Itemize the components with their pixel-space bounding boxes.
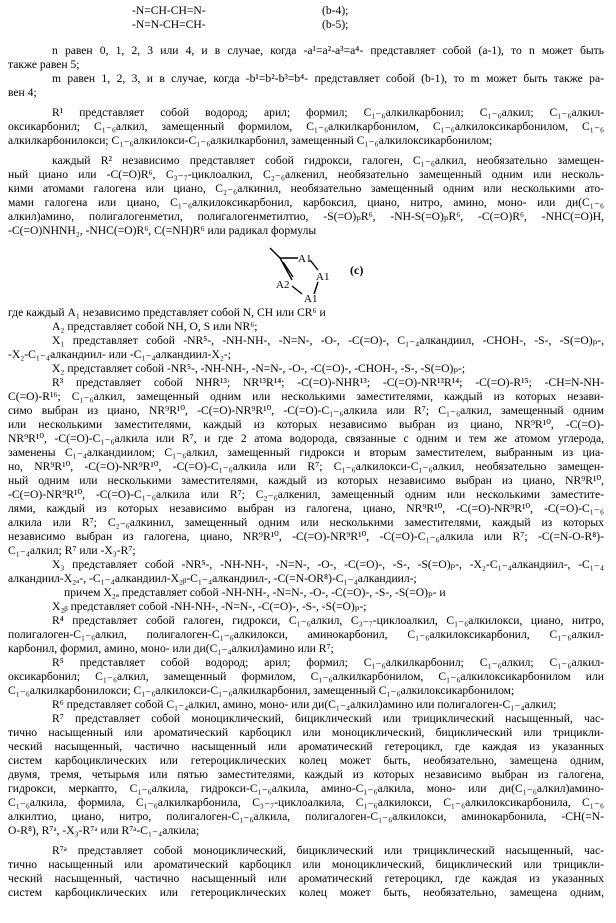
text-line: полигалоген-C₁₋₆алкил, полигалоген-C₁₋₆алкилокси, аминокарбонил, C₁₋₆алкилоксикарбонил, C₁₋₆алкил-: [8, 628, 604, 641]
text-line: алкил)амино, полигалогенметил, полигалогенметилтио, -S(=O)ₚR⁶, -NH-S(=O)ₚR⁶, -C(=O)R⁶, -NHC(=O)H,: [8, 210, 604, 223]
text-line: -C(=O)-NR⁹R¹⁰, -C(=O)-C₁₋₆алкила или R⁷; C₂₋₆алкенил, замещенный одним или несколькими заместите-: [8, 488, 604, 501]
text-line: где каждый A₁ независимо представляет собой N, CH или CR⁶ и: [8, 306, 326, 319]
text-line: m равен 1, 2, 3, и в случае, когда -b¹=b²-b³=b⁴- представляет собой (b-1), то m может быть также ра-: [52, 72, 604, 85]
text-line: заменены C₁₋₄алкандиилом; C₁₋₆алкил, замещенный гидрокси и вторым заместителем, выбранным из циа-: [8, 446, 604, 459]
formula-b5-tag: (b-5);: [322, 18, 349, 31]
formula-c-label: (c): [350, 263, 364, 277]
formula-b5: -N=N-CH=CH-: [132, 18, 206, 31]
text-line: R⁶ представляет собой C₁₋₄алкил, амино, моно- или ди(C₁₋₄алкил)амино или полигалоген-C₁₋₄алкил;: [52, 698, 557, 711]
text-line: симо выбран из циано, NR⁹R¹⁰, -C(=O)-NR⁹R¹⁰, -C(=O)-C₁₋₆алкила или R⁷; C₁₋₆алкил, замещенный одним: [8, 404, 604, 417]
text-line: причем X₂ₐ представляет собой -NH-NH-, -N=N-, -O-, -C(=O)-, -S-, -S(=O)ₚ- и: [64, 586, 446, 599]
text-line: C₁₋₄алкил; R⁷ или -X₃-R⁷;: [8, 544, 136, 557]
text-line: A₂ представляет собой NH, O, S или NR⁶;: [52, 320, 258, 333]
formula-b4: -N=CH-CH=N-: [132, 4, 206, 17]
ring-atom-a1-right: A1: [316, 271, 330, 283]
text-line: C₁₋₆алкилкарбонилокси; C₁₋₆алкилокси-C₁₋₆алкилкарбонил, замещенный C₁₋₆алкилоксикарбонилом;: [8, 684, 515, 697]
ring-atom-a1-top: A1: [298, 253, 312, 265]
text-line: X₃ представляет собой -NR⁵-, -NH-NH-, -N=N-, -O-, -C(=O)-, -S-, -S(=O)ₚ-, -X₂-C₁₋₄алкандиил-, -C₁₋₄: [52, 558, 604, 571]
radical-formula-c: [262, 244, 372, 308]
text-line: C₁₋₆алкила, формила, C₁₋₆алкилкарбонила, C₃₋₇-циклоалкила, C₁₋₆алкилокси, C₁₋₆алкилоксикарбонила, C₁₋₆: [8, 796, 604, 809]
text-line: мами галогена или циано, C₁₋₆алкилоксикарбонил, карбоксил, циано, нитро, амино, моно- или ди(C₁₋₆: [8, 196, 604, 209]
text-line: ный циано или -C(=O)R⁶, C₃₋₇-циклоалкил, C₂₋₆алкенил, необязательно замещенный одним или несколь-: [8, 168, 604, 181]
text-line: R³ представляет собой NHR¹³; NR¹³R¹⁴; -C(=O)-NHR¹³; -C(=O)-NR¹³R¹⁴; -C(=O)-R¹⁵; -CH=N-NH-: [52, 376, 604, 389]
text-line: NR⁹R¹⁰, -C(=O)-C₁₋₆алкила или R⁷, и где 2 атома водорода, связанные с одним и тем же атомом углерода,: [8, 432, 604, 445]
text-line: -C(=O)NHNH₂, -NHC(=O)R⁶, C(=NH)R⁶ или радикал формулы: [8, 224, 317, 237]
text-line: R⁴ представляет собой галоген, гидрокси, C₁₋₆алкил, C₃₋₇-циклоалкил, C₁₋₆алкилокси, циано, нитро,: [52, 614, 604, 627]
text-line: алкандиил-X₂ₐ-, -C₁₋₄алкандиил-X₂ᵦ-C₁₋₄алкандиил-, -C(=N-OR⁸)-C₁₋₄алкандиил-;: [8, 572, 417, 585]
text-line: X₂ представляет собой -NR⁵-, -NH-NH-, -N=N-, -O-, -C(=O)-, -CHOH-, -S-, -S(=O)ₚ-;: [52, 362, 466, 375]
text-line: двумя, тремя, четырьмя или пятью заместителями, каждый из которых независимо выбран из галогена,: [8, 768, 604, 781]
text-line: алкилкарбонилокси; C₁₋₆алкилокси-C₁₋₆алкилкарбонил, замещенный C₁₋₆алкилоксикарбонилом;: [8, 134, 493, 147]
text-line: C(=O)-R¹⁶; C₁₋₆алкил, замещенный одним или несколькими заместителями, каждый из которых незави-: [8, 390, 604, 403]
text-line: R⁷ᵃ представляет собой моноциклический, бициклический или трициклический насыщенный, час-: [52, 844, 604, 857]
text-line: каждый R² независимо представляет собой гидрокси, галоген, C₁₋₆алкил, необязательно замещен-: [52, 154, 604, 167]
text-line: ный одним или несколькими заместителями, каждый из которых независимо выбран из циано, NR⁹R¹⁰,: [8, 474, 604, 487]
text-line: алкилтио, циано, нитро, полигалоген-C₁₋₆алкила, полигалоген-C₁₋₆алкилокси, аминокарбонила, -CH(=N-: [8, 810, 604, 823]
text-line: гидрокси, меркапто, C₁₋₆алкила, гидрокси-C₁₋₆алкила, амино-C₁₋₆алкила, моно- или ди(C₁₋₆алкил)амино-: [8, 782, 604, 795]
ring-atom-a1-bottom: A1: [304, 293, 318, 305]
text-line: или несколькими заместителями, каждый из которых независимо выбран из циано, NR⁹R¹⁰, -C(=O)-: [8, 418, 604, 431]
text-line: карбонил, формил, амино, моно- или ди(C₁₋₄алкил)амино или R⁷;: [8, 642, 334, 655]
text-line: R¹ представляет собой водород; арил; формил; C₁₋₆алкилкарбонил; C₁₋₆алкил; C₁₋₆алкил-: [52, 106, 604, 119]
text-line: n равен 0, 1, 2, 3 или 4, и в случае, когда -a¹=a²-a³=a⁴- представляет собой (a-1), то n может быть: [52, 44, 604, 57]
ring-atom-a2: A2: [276, 279, 290, 291]
five-membered-ring-diagram: [262, 244, 372, 308]
text-line: но, NR⁹R¹⁰, -C(=O)-NR⁹R¹⁰, -C(=O)-C₁₋₆алкила или R⁷; C₁₋₆алкилокси-C₁₋₆алкил, необязательно замещен-: [8, 460, 604, 473]
text-line: X₂ᵦ представляет собой -NH-NH-, -N=N-, -C(=O)-, -S-, -S(=O)ₚ-;: [52, 600, 367, 613]
text-line: также равен 5;: [8, 58, 80, 71]
text-line: ческий насыщенный, частично насыщенный или ароматический гетероцикл, где каждая из указанных: [8, 872, 604, 885]
text-line: ческий насыщенный, частично насыщенный или ароматический гетероцикл, где каждая из указанных: [8, 740, 604, 753]
text-line: тично насыщенный или ароматический карбоцикл или моноциклический, бициклический или трицикли-: [8, 858, 604, 871]
formula-b4-tag: (b-4);: [322, 4, 349, 17]
text-line: R⁵ представляет собой водород; арил; формил; C₁₋₆алкилкарбонил; C₁₋₆алкил; C₁₋₆алкил-: [52, 656, 604, 669]
text-line: -X₂-C₁₋₄алкандиил- или -C₁₋₄алкандиил-X₂-;: [8, 348, 231, 361]
text-line: вен 4;: [8, 86, 37, 99]
text-line: кими атомами галогена или циано, C₂₋₆алкинил, необязательно замещенный одним или несколькими ато-: [8, 182, 604, 195]
text-line: алкила или R⁷; C₂₋₆алкинил, замещенный одним или несколькими заместителями, каждый из которых: [8, 516, 604, 529]
text-line: тично насыщенный или ароматический карбоцикл или моноциклический, бициклический или трицикли-: [8, 726, 604, 739]
text-line: O-R⁸), R⁷ᵃ, -X₃-R⁷ᵃ или R⁷ᵃ-C₁₋₄алкила;: [8, 824, 200, 837]
text-line: систем карбоциклических или гетероциклических колец может быть, необязательно, замещена одним,: [8, 754, 604, 767]
text-line: X₁ представляет собой -NR⁵-, -NH-NH-, -N=N-, -O-, -C(=O)-, C₁₋₄алкандиил, -CHOH-, -S-, -S(=O)ₚ-,: [52, 334, 604, 347]
text-line: оксикарбонил; C₁₋₆алкил, замещенный формилом, C₁₋₆алкилкарбонилом, C₁₋₆алкилоксикарбонилом или: [8, 670, 604, 683]
text-line: систем карбоциклических или гетероциклических колец может быть, необязательно, замещена одним,: [8, 886, 604, 899]
text-line: лями, каждый из которых независимо выбран из галогена, циано, NR⁹R¹⁰, -C(=O)-NR⁹R¹⁰, -C(=O)-C₁₋₆: [8, 502, 604, 515]
text-line: независимо выбран из галогена, циано, NR⁹R¹⁰, -C(=O)-NR⁹R¹⁰, -C(=O)-C₁₋₆алкила или R⁷; -C(=N-O-R⁸)-: [8, 530, 604, 543]
text-line: R⁷ представляет собой моноциклический, бициклический или трициклический насыщенный, час-: [52, 712, 604, 725]
text-line: оксикарбонил; C₁₋₆алкил, замещенный формилом, C₁₋₆алкилкарбонилом, C₁₋₆алкилоксикарбонилом, C₁₋₆: [8, 120, 604, 133]
